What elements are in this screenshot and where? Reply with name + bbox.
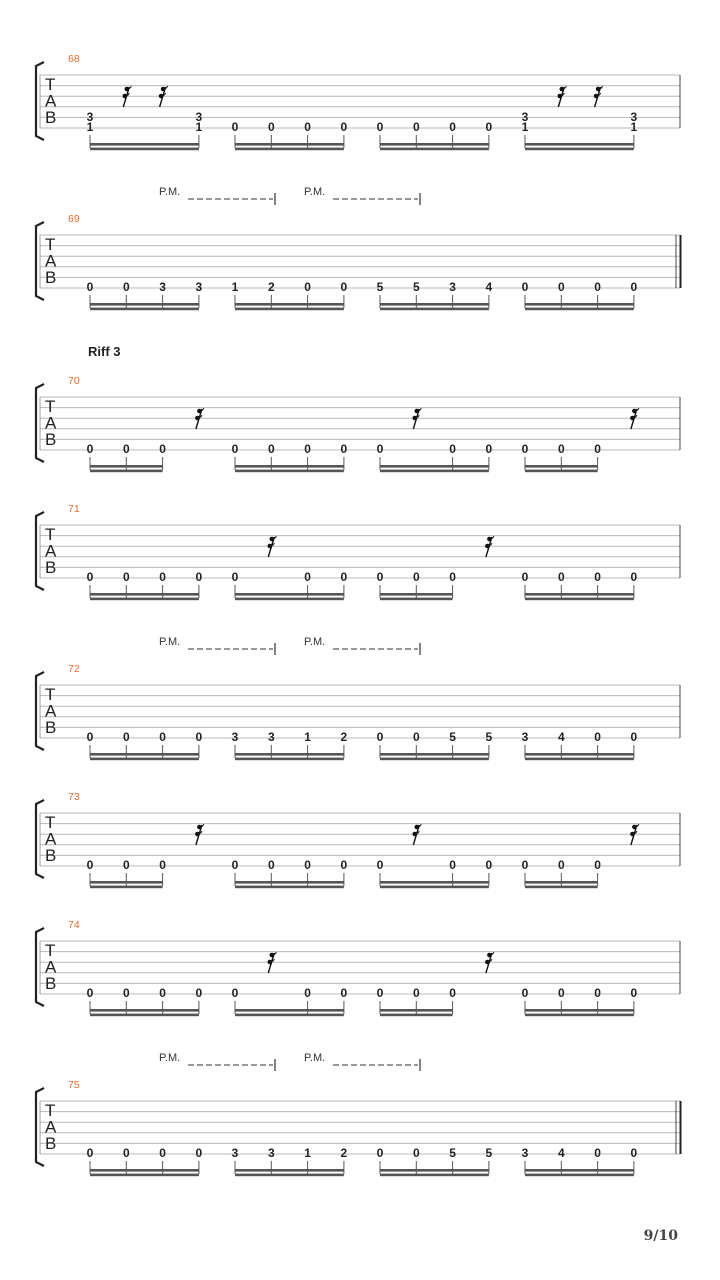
fret-number: 0	[594, 442, 601, 456]
tab-system	[36, 1052, 681, 1176]
fret-number: 0	[376, 570, 384, 584]
fret-number: 0	[630, 280, 638, 294]
fret-number: 0	[485, 858, 493, 872]
tab-clef-letter: T	[45, 525, 56, 544]
tab-clef-letter: B	[45, 718, 57, 737]
fret-number: 3	[86, 110, 94, 124]
beam-primary	[90, 143, 199, 146]
fret-number: 1	[231, 280, 239, 294]
fret-number: 4	[485, 280, 493, 294]
beam-secondary	[380, 758, 489, 761]
measure-number: 69	[68, 213, 80, 225]
beam-primary	[380, 1009, 453, 1012]
beam-primary	[90, 881, 163, 884]
beam-secondary	[235, 470, 344, 473]
tab-clef-letter: B	[45, 108, 57, 127]
beam-secondary	[525, 148, 634, 151]
fret-number: 0	[557, 858, 565, 872]
fret-number: 0	[594, 280, 601, 294]
fret-number: 0	[449, 442, 456, 456]
tab-clef-letter: T	[45, 1101, 56, 1120]
fret-number: 0	[267, 120, 275, 134]
beam-primary	[90, 465, 163, 468]
fret-number: 0	[267, 442, 275, 456]
fret-number: 0	[521, 858, 529, 872]
measure-number: 75	[68, 1079, 80, 1091]
fret-number: 0	[122, 442, 130, 456]
fret-number: 0	[231, 986, 239, 1000]
beam-primary	[90, 303, 199, 306]
fret-number: 5	[485, 730, 493, 744]
tab-clef-letter: T	[45, 813, 56, 832]
beam-secondary	[90, 308, 199, 311]
beam-primary	[525, 465, 598, 468]
tab-system	[36, 919, 680, 1016]
fret-number: 5	[449, 1146, 456, 1160]
fret-number: 0	[412, 730, 420, 744]
fret-number: 1	[521, 120, 529, 134]
tab-clef-letter: T	[45, 75, 56, 94]
fret-number: 3	[231, 1146, 239, 1160]
beam-primary	[525, 143, 634, 146]
fret-number: 0	[557, 280, 565, 294]
tab-clef-letter: A	[45, 957, 57, 977]
beam-secondary	[380, 470, 489, 473]
tab-clef-letter: A	[45, 413, 57, 433]
beam-secondary	[90, 1014, 199, 1017]
fret-number: 2	[340, 730, 348, 744]
fret-number: 1	[195, 120, 203, 134]
tab-clef-letter: A	[45, 251, 57, 271]
fret-number: 0	[630, 986, 638, 1000]
fret-number: 0	[195, 986, 203, 1000]
fret-number: 0	[412, 986, 420, 1000]
beam-secondary	[90, 470, 163, 473]
measure-number: 70	[68, 375, 80, 387]
beam-primary	[525, 1009, 634, 1012]
fret-number: 0	[304, 986, 311, 1000]
tab-system	[36, 503, 680, 600]
measure-number: 73	[68, 791, 80, 803]
measure-number: 72	[68, 663, 80, 675]
fret-number: 3	[159, 280, 166, 294]
palm-mute-label: P.M.	[304, 636, 326, 648]
tab-clef-letter: A	[45, 829, 57, 849]
fret-number: 0	[376, 1146, 384, 1160]
beam-primary	[235, 593, 344, 596]
fret-number: 0	[122, 858, 130, 872]
beam-primary	[235, 143, 344, 146]
fret-number: 0	[86, 1146, 94, 1160]
fret-number: 0	[86, 442, 94, 456]
fret-number: 0	[557, 570, 565, 584]
beam-secondary	[235, 598, 344, 601]
beam-secondary	[525, 1014, 634, 1017]
fret-number: 0	[594, 570, 601, 584]
fret-number: 0	[376, 858, 384, 872]
fret-number: 0	[159, 570, 166, 584]
fret-number: 0	[304, 442, 311, 456]
fret-number: 0	[86, 858, 94, 872]
beam-secondary	[380, 886, 489, 889]
beam-primary	[90, 1169, 199, 1172]
fret-number: 0	[449, 120, 456, 134]
beam-secondary	[380, 1014, 453, 1017]
beam-primary	[380, 1169, 489, 1172]
beam-primary	[235, 881, 344, 884]
tab-clef-letter: B	[45, 974, 57, 993]
beam-secondary	[235, 758, 344, 761]
tab-clef-letter: B	[45, 430, 57, 449]
tab-clef-letter: A	[45, 701, 57, 721]
fret-number: 0	[86, 570, 94, 584]
tab-clef-letter: A	[45, 91, 57, 111]
fret-number: 0	[340, 986, 348, 1000]
tab-clef-letter: B	[45, 268, 57, 287]
fret-number: 0	[557, 986, 565, 1000]
tab-clef-letter: T	[45, 235, 56, 254]
fret-number: 0	[412, 570, 420, 584]
fret-number: 0	[449, 858, 456, 872]
fret-number: 0	[122, 730, 130, 744]
fret-number: 0	[159, 858, 166, 872]
beam-primary	[235, 303, 344, 306]
fret-number: 3	[231, 730, 239, 744]
fret-number: 0	[485, 120, 493, 134]
fret-number: 0	[304, 858, 311, 872]
fret-number: 0	[122, 1146, 130, 1160]
beam-primary	[525, 881, 598, 884]
beam-primary	[525, 593, 634, 596]
beam-primary	[235, 1009, 344, 1012]
beam-primary	[380, 303, 489, 306]
beam-secondary	[90, 1174, 199, 1177]
fret-number: 5	[485, 1146, 493, 1160]
tab-clef-letter: B	[45, 1134, 57, 1153]
tab-clef-letter: T	[45, 397, 56, 416]
tab-clef-letter: T	[45, 941, 56, 960]
palm-mute-label: P.M.	[304, 1052, 326, 1064]
fret-number: 1	[304, 730, 311, 744]
fret-number: 3	[195, 110, 203, 124]
beam-secondary	[525, 598, 634, 601]
beam-secondary	[525, 886, 598, 889]
tab-system	[36, 53, 680, 150]
fret-number: 0	[159, 986, 166, 1000]
fret-number: 0	[485, 442, 493, 456]
section-label: Riff 3	[88, 344, 121, 359]
beam-secondary	[235, 308, 344, 311]
fret-number: 0	[376, 730, 384, 744]
fret-number: 3	[521, 730, 529, 744]
beam-primary	[380, 465, 489, 468]
fret-number: 0	[304, 120, 311, 134]
fret-number: 0	[122, 570, 130, 584]
tab-system	[36, 791, 680, 888]
fret-number: 3	[449, 280, 456, 294]
beam-primary	[235, 753, 344, 756]
fret-number: 3	[521, 1146, 529, 1160]
fret-number: 0	[340, 120, 348, 134]
beam-secondary	[525, 470, 598, 473]
fret-number: 2	[340, 1146, 348, 1160]
fret-number: 0	[340, 442, 348, 456]
beam-secondary	[525, 308, 634, 311]
fret-number: 0	[122, 986, 130, 1000]
fret-number: 0	[231, 570, 239, 584]
fret-number: 0	[521, 280, 529, 294]
fret-number: 0	[557, 442, 565, 456]
beam-primary	[380, 143, 489, 146]
fret-number: 5	[449, 730, 456, 744]
beam-primary	[525, 1169, 634, 1172]
beam-primary	[525, 753, 634, 756]
tab-clef-letter: B	[45, 846, 57, 865]
tab-clef-letter: T	[45, 685, 56, 704]
fret-number: 0	[594, 730, 601, 744]
fret-number: 5	[376, 280, 384, 294]
fret-number: 0	[376, 986, 384, 1000]
fret-number: 0	[521, 442, 529, 456]
fret-number: 4	[557, 730, 565, 744]
fret-number: 0	[449, 986, 456, 1000]
fret-number: 0	[304, 280, 311, 294]
fret-number: 0	[594, 1146, 601, 1160]
tab-clef-letter: A	[45, 541, 57, 561]
fret-number: 0	[340, 570, 348, 584]
beam-secondary	[380, 598, 453, 601]
beam-secondary	[90, 148, 199, 151]
beam-secondary	[90, 886, 163, 889]
page-number: 9/10	[643, 1228, 678, 1244]
fret-number: 0	[86, 986, 94, 1000]
fret-number: 5	[412, 280, 420, 294]
fret-number: 2	[267, 280, 275, 294]
fret-number: 3	[195, 280, 203, 294]
beam-primary	[235, 465, 344, 468]
tab-system	[36, 344, 680, 472]
beam-secondary	[235, 1014, 344, 1017]
fret-number: 0	[594, 858, 601, 872]
fret-number: 0	[231, 858, 239, 872]
beam-secondary	[525, 758, 634, 761]
fret-number: 0	[376, 442, 384, 456]
fret-number: 0	[521, 570, 529, 584]
fret-number: 3	[630, 110, 638, 124]
fret-number: 0	[159, 730, 166, 744]
fret-number: 3	[267, 1146, 275, 1160]
beam-primary	[235, 1169, 344, 1172]
tab-clef-letter: A	[45, 1117, 57, 1137]
fret-number: 0	[231, 120, 239, 134]
beam-primary	[90, 753, 199, 756]
fret-number: 0	[449, 570, 456, 584]
beam-secondary	[380, 148, 489, 151]
fret-number: 0	[86, 730, 94, 744]
fret-number: 1	[86, 120, 94, 134]
tab-clef-letter: B	[45, 558, 57, 577]
fret-number: 0	[630, 1146, 638, 1160]
fret-number: 1	[304, 1146, 311, 1160]
fret-number: 1	[630, 120, 638, 134]
fret-number: 0	[159, 1146, 166, 1160]
fret-number: 0	[304, 570, 311, 584]
fret-number: 0	[521, 986, 529, 1000]
beam-secondary	[90, 758, 199, 761]
fret-number: 0	[159, 442, 166, 456]
measure-number: 74	[68, 919, 80, 931]
measure-number: 71	[68, 503, 80, 515]
fret-number: 0	[195, 570, 203, 584]
beam-primary	[90, 593, 199, 596]
fret-number: 0	[122, 280, 130, 294]
fret-number: 0	[376, 120, 384, 134]
beam-secondary	[380, 1174, 489, 1177]
fret-number: 0	[340, 280, 348, 294]
fret-number: 0	[195, 1146, 203, 1160]
beam-primary	[380, 593, 453, 596]
beam-primary	[525, 303, 634, 306]
fret-number: 0	[340, 858, 348, 872]
beam-secondary	[235, 886, 344, 889]
palm-mute-label: P.M.	[159, 186, 181, 198]
fret-number: 4	[557, 1146, 565, 1160]
beam-secondary	[525, 1174, 634, 1177]
beam-primary	[90, 1009, 199, 1012]
fret-number: 3	[267, 730, 275, 744]
fret-number: 0	[630, 570, 638, 584]
fret-number: 0	[86, 280, 94, 294]
fret-number: 0	[267, 858, 275, 872]
fret-number: 3	[521, 110, 529, 124]
beam-secondary	[235, 1174, 344, 1177]
beam-primary	[380, 753, 489, 756]
fret-number: 0	[630, 730, 638, 744]
palm-mute-label: P.M.	[304, 186, 326, 198]
fret-number: 0	[231, 442, 239, 456]
beam-secondary	[380, 308, 489, 311]
fret-number: 0	[594, 986, 601, 1000]
measure-number: 68	[68, 53, 80, 65]
palm-mute-label: P.M.	[159, 1052, 181, 1064]
palm-mute-label: P.M.	[159, 636, 181, 648]
fret-number: 0	[195, 730, 203, 744]
tab-system	[36, 186, 681, 310]
beam-secondary	[90, 598, 199, 601]
beam-primary	[380, 881, 489, 884]
fret-number: 0	[412, 120, 420, 134]
tab-system	[36, 636, 680, 760]
fret-number: 0	[412, 1146, 420, 1160]
beam-secondary	[235, 148, 344, 151]
